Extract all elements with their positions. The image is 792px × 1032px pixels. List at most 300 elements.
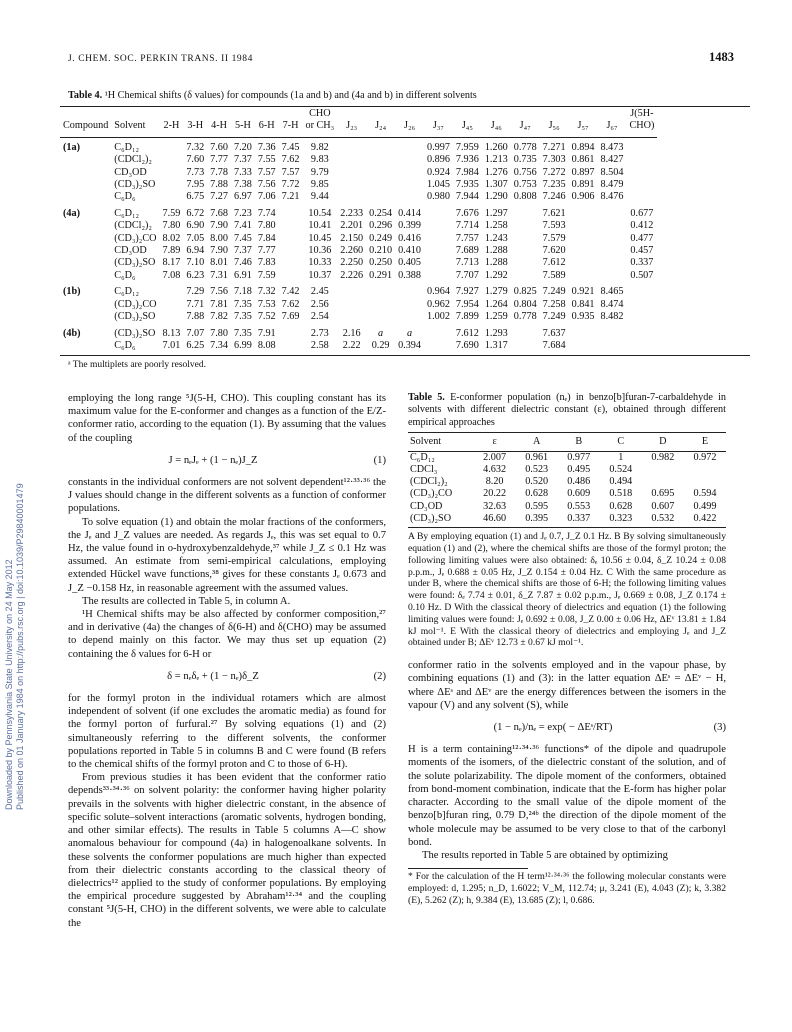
table-cell: (CD₃)₂SO	[114, 311, 156, 323]
table-cell: 7.73	[186, 166, 205, 178]
table-cell: 1.243	[484, 232, 508, 244]
table-cell: 7.95	[186, 179, 205, 191]
table-cell: 7.62	[281, 298, 300, 310]
paragraph: From previous studies it has been evident that the conformer ratio depends³³·³⁴·³⁶ on solvent polarity: the conformer having higher polarity prevails in the solvents with higher dielectric constant, in the absence of specific solute–solvent interactions (aromatic solvents, hydrogen bonding, and other similar effects). The results in Table 5 columns A—C show anomalous behaviour for compound (4a) in halogenoalkane solvents. In these solvents the conformer populations are much higher than expected from their dielectric constants according to the classical theory of dielectrics¹² applied to the study of conformer populations. By employing the empirical procedure suggested by Abraham¹²·³⁴ and the coupling constant ⁵J(5-H, CHO) in the different solvents, we were able to calculate the	[68, 772, 386, 929]
table-cell	[598, 257, 627, 269]
table-cell: 7.77	[257, 245, 276, 257]
table-cell: 7.59	[257, 269, 276, 281]
table-cell: 2.73	[310, 327, 329, 339]
table-cell: 10.45	[308, 232, 332, 244]
table-cell: 10.36	[308, 245, 332, 257]
table-cell: 46.60	[483, 513, 507, 524]
table-cell: Compound	[63, 120, 109, 132]
table-cell: (CD₃)₂CO	[114, 298, 157, 310]
table-cell	[626, 167, 657, 179]
table-cell: (CD₃)₂SO	[114, 257, 156, 269]
table-cell: 1.293	[484, 327, 508, 339]
table-cell	[424, 208, 453, 220]
table-cell	[337, 191, 366, 203]
table-cell: 8.02	[162, 232, 181, 244]
table-cell: 0.897	[571, 166, 595, 178]
table-cell: 0.520	[525, 476, 549, 488]
table-cell: 7.10	[186, 257, 205, 269]
table-cell	[160, 299, 184, 311]
table-cell	[626, 299, 657, 311]
table-cell	[60, 340, 111, 352]
table-cell: 4.632	[483, 463, 507, 475]
table-cell	[569, 328, 598, 340]
table-cell	[60, 233, 111, 245]
paragraph: for the formyl proton in the individual rotamers which are almost independent of solvent (if one excludes the aromatic media) as found for the formyl porton of furfural.²⁷ By solving equations (1) and (2) simultaneously referring to the different solvents, the conformer populations reported in Table 5 in columns B and C were found (B refers to the chemical shifts of the formyl proton and C to those of 6-H).	[68, 693, 386, 771]
table-cell: 2.22	[342, 339, 361, 351]
table-cell: 0.394	[398, 339, 421, 351]
table-cell: J₅₆	[548, 120, 560, 132]
paragraph: conformer ratio in the solvents employed and in the vapour phase, by combining equations (1) and (3): in the latter equation ΔEˢ = ΔEᵛ − H, where ΔEˢ and ΔEᵛ are the energy differences between the isomers in the vapour (V) and any solvent (S), while	[408, 660, 726, 711]
table-cell: 1.307	[484, 179, 508, 191]
table-cell	[337, 167, 366, 179]
table-cell: 9.79	[310, 166, 329, 178]
table-cell: 0.337	[567, 513, 591, 524]
table-cell: CD₃OD	[114, 245, 147, 257]
table-cell: 7-H	[282, 120, 299, 132]
table-cell: 7.53	[257, 298, 276, 310]
table-cell: J₄₇	[519, 120, 531, 132]
table-cell	[60, 108, 111, 120]
table-cell: 10.54	[308, 207, 332, 219]
table-cell: 7.91	[257, 327, 276, 339]
table-cell	[337, 286, 366, 298]
table-cell	[60, 257, 111, 269]
table-cell: 7.69	[281, 311, 300, 323]
table-row	[60, 286, 657, 298]
table-row	[408, 488, 726, 500]
table-cell: 0.921	[571, 286, 595, 298]
table-cell: 8.13	[162, 327, 181, 339]
table-cell: 7.927	[455, 286, 479, 298]
table-cell	[279, 270, 303, 282]
table-cell: 6.23	[186, 269, 205, 281]
table-cell: 0.961	[525, 451, 549, 463]
table-row	[60, 340, 657, 352]
running-header: J. CHEM. SOC. PERKIN TRANS. II 1984	[68, 54, 253, 64]
table-cell	[366, 108, 395, 120]
table-cell: (4b)	[63, 327, 81, 339]
table-row	[60, 142, 657, 154]
table-cell	[279, 340, 303, 352]
table-cell: 7.34	[210, 339, 228, 351]
table-cell: 7.32	[186, 141, 205, 153]
table-cell	[569, 108, 598, 120]
table-cell	[366, 179, 395, 191]
table-cell	[424, 220, 453, 232]
table-cell	[626, 179, 657, 191]
table-cell: C₆D₁₂	[114, 286, 140, 298]
table-cell: 0.414	[398, 207, 421, 219]
table-cell	[366, 142, 395, 154]
table-cell: 6.75	[186, 191, 205, 203]
table-cell: 8.17	[162, 257, 181, 269]
table-cell: J₅₇	[577, 120, 589, 132]
table-cell	[511, 208, 540, 220]
table-cell	[337, 299, 366, 311]
table-row	[60, 245, 657, 257]
table-cell	[395, 142, 424, 154]
table-cell	[160, 191, 184, 203]
table-cell: 7.35	[233, 311, 252, 323]
table-cell: 8.20	[485, 476, 504, 488]
table-cell: 0.808	[513, 191, 537, 203]
table-cell: 7.676	[455, 207, 479, 219]
table-cell: 2.201	[340, 220, 364, 232]
paragraph: constants in the individual conformers are not solvent dependent¹²·³³·³⁶ the J values should change in the different solvents as a function of conformer populations.	[68, 477, 386, 515]
table-cell	[279, 220, 303, 232]
table-cell: 7.83	[257, 257, 276, 269]
table-cell: 0.607	[651, 500, 675, 512]
table-cell: 7.56	[257, 179, 276, 191]
table-cell: J₄₅	[461, 120, 473, 132]
table-cell	[395, 179, 424, 191]
table-cell: 2.250	[340, 257, 364, 269]
table-cell: 2.45	[310, 286, 329, 298]
table-cell	[598, 208, 627, 220]
paragraph: The results are collected in Table 5, in column A.	[82, 595, 291, 607]
table-cell	[160, 154, 184, 166]
table-cell: 0.416	[398, 232, 421, 244]
table-cell: 7.88	[210, 179, 228, 191]
table-cell: 8.473	[600, 141, 624, 153]
table-cell: 7.20	[233, 141, 252, 153]
table-cell: 10.33	[308, 257, 332, 269]
table-cell: 7.68	[210, 207, 228, 219]
table-cell: 7.258	[542, 298, 566, 310]
table-cell: J₆₇	[606, 120, 618, 132]
table-cell	[395, 154, 424, 166]
table-cell	[598, 340, 627, 352]
table-cell: 0.972	[693, 451, 717, 463]
table-cell: 7.08	[162, 269, 181, 281]
table-cell	[160, 108, 184, 120]
table4-bottom-rule	[60, 355, 750, 356]
table-cell: 10.37	[308, 269, 332, 281]
table-row	[60, 179, 657, 191]
table-cell	[231, 108, 255, 120]
table-cell: CHO	[309, 108, 331, 119]
table-cell: 7.74	[257, 207, 276, 219]
table-cell: 6.91	[233, 269, 252, 281]
table-cell	[160, 142, 184, 154]
table-cell	[598, 220, 627, 232]
table-cell	[366, 311, 395, 323]
table-cell: (1b)	[63, 286, 81, 298]
table-cell	[569, 245, 598, 257]
table-cell: 7.82	[210, 311, 228, 323]
table-cell	[60, 245, 111, 257]
table-cell: 2.58	[310, 339, 329, 351]
table-row	[60, 311, 657, 323]
table-cell: (CD₃)₂SO	[410, 513, 452, 524]
table-cell: 7.36	[257, 141, 276, 153]
table-cell: 7.62	[281, 154, 300, 166]
table-cell: 7.84	[257, 232, 276, 244]
table-cell	[337, 311, 366, 323]
table-cell	[511, 270, 540, 282]
table-cell	[569, 257, 598, 269]
table-cell: 7.303	[542, 154, 566, 166]
table-cell: 9.82	[310, 141, 329, 153]
table-cell: 7.57	[257, 166, 276, 178]
table-cell: 7.52	[257, 311, 276, 323]
table-row	[408, 451, 726, 464]
table-cell: 0.628	[525, 488, 549, 500]
table-cell: 9.85	[310, 179, 329, 191]
table-cell: 7.55	[257, 154, 276, 166]
table-cell: 0.594	[693, 488, 717, 500]
table-cell	[569, 340, 598, 352]
table-cell	[337, 142, 366, 154]
table-cell	[337, 108, 366, 120]
table-cell	[60, 270, 111, 282]
table-cell: 7.959	[455, 141, 479, 153]
table-cell: J₂₆	[403, 120, 416, 132]
table-cell: 2.233	[340, 207, 364, 219]
table-cell: C₆D₁₂	[114, 207, 140, 219]
table-cell: 0.977	[567, 451, 591, 463]
table-cell: 0.395	[525, 513, 549, 524]
table4-top-rule	[60, 106, 750, 107]
table-cell: 0.532	[651, 513, 675, 524]
table-cell: 8.01	[210, 257, 228, 269]
table-cell	[395, 299, 424, 311]
table-cell: 0.422	[693, 513, 717, 524]
table4	[60, 108, 657, 352]
column-header: E	[684, 436, 726, 451]
table-cell: 7.07	[186, 327, 205, 339]
table4-header-row	[60, 120, 657, 132]
table-cell: 0.291	[369, 269, 393, 281]
table-cell: 7.621	[542, 207, 566, 219]
column-header: ε	[474, 436, 516, 451]
table-cell	[424, 245, 453, 257]
table-cell: 7.235	[542, 179, 566, 191]
table-cell: 7.27	[210, 191, 228, 203]
table-cell: 7.71	[186, 298, 205, 310]
table-cell	[424, 328, 453, 340]
table-cell: 7.33	[233, 166, 252, 178]
table-cell	[424, 270, 453, 282]
right-column	[408, 392, 726, 907]
table-cell: 0.410	[398, 245, 421, 257]
table-cell: 7.954	[455, 298, 479, 310]
table-cell: 7.45	[281, 141, 300, 153]
table-cell: (CD₃)₂SO	[114, 327, 156, 339]
table5-bottom-rule	[408, 527, 726, 528]
table-cell: 0.753	[513, 179, 537, 191]
table-cell: 7.936	[455, 154, 479, 166]
table-cell	[111, 108, 159, 120]
table5-notes: A By employing equation (1) and Jₑ 0.7, J_Z 0.1 Hz. B By solving simultaneously equation (1) and (2), where the chemical shifts are those of the formyl proton; the following limiting values were also obtained: δₑ 10.56 ± 0.04, δ_Z 10.24 ± 0.08 p.p.m., Jₑ 0.688 ± 0.05 Hz, J_Z 0.154 ± 0.04 Hz. C With the same procedure as under B, where the chemical shifts are those of 6-H; the following limiting values were found: δₑ 7.74 ± 0.01, δ_Z 7.87 ± 0.02 p.p.m., Jₑ 0.669 ± 0.08, J_Z 0.174 ± 0.10 Hz. D With the classical theory of dielectrics and equation (1) the following limiting values were found: Jₑ 0.692 ± 0.08, J_Z 0.00 ± 0.06 Hz, ΔEᵛ 13.81 ± 1.84 kJ mol⁻¹. E With the classical theory of dielectrics and employing Jₑ and J_Z obtained under B; ΔEᵛ 12.73 ± 0.67 kJ mol⁻¹.	[408, 531, 726, 649]
table-cell: C₆D₆	[114, 339, 136, 351]
table-cell	[684, 476, 726, 488]
table-cell	[569, 233, 598, 245]
table-cell: 7.38	[233, 179, 252, 191]
table-cell: 0.964	[426, 286, 450, 298]
table-cell: a	[406, 327, 413, 339]
table-cell: 7.899	[455, 311, 479, 323]
table-cell: 7.249	[542, 286, 566, 298]
published-notice[interactable]: Published on 01 January 1984 on http://pubs.rsc.org | doi:10.1039/P29840001479	[15, 483, 25, 810]
table-cell: 7.593	[542, 220, 566, 232]
table-cell	[279, 328, 303, 340]
table-cell: 7.690	[455, 339, 479, 351]
table-cell: 7.984	[455, 166, 479, 178]
table-cell: (CDCl₂)₂	[410, 476, 448, 488]
equation-3: (1 − nₑ)/nₑ = exp( − ΔEˢ/RT) (3)	[493, 722, 726, 734]
paragraph: H is a term containing¹²·³⁴·³⁶ functions* of the dipole and quadrupole moments of the isomers, of the dielectric constant of the solution, and of the solute polarizability. The dipole moment of the conformers, obtained from bond-moment combination, indicate that the E-form has higher polar character. According to the small value of the dipole moment of the benzo[b]furan ring, 0.79 D,²⁴ᵇ the direction of the dipole moment of the whole molecule may be assumed to be very close to that of the carbonyl bond.	[408, 744, 726, 848]
table-cell: 32.63	[483, 500, 507, 512]
table-cell: Solvent	[114, 120, 146, 132]
paragraph: ¹H Chemical shifts may be also affected by conformer composition,²⁷ and in derivative (4a) the changes of δ(6-H) and δ(CHO) may be assumed to depend mainly on this factor. We may thus set up equation (2) containing the δ values for 6-H or	[68, 609, 386, 660]
table-cell: 0.249	[369, 232, 393, 244]
table-cell: (4a)	[63, 207, 80, 219]
table-cell: 8.427	[600, 154, 624, 166]
table-row	[408, 476, 726, 488]
table-cell	[395, 311, 424, 323]
table-cell: 7.21	[281, 191, 300, 203]
table-cell	[366, 191, 395, 203]
table-cell: 7.713	[455, 257, 479, 269]
table-cell: 7.05	[186, 232, 205, 244]
table-cell: 7.77	[210, 154, 228, 166]
table-cell: 1.279	[484, 286, 508, 298]
table-cell	[540, 108, 569, 120]
table-cell: 0.477	[630, 232, 654, 244]
table-cell: 0.891	[571, 179, 595, 191]
table-cell	[511, 257, 540, 269]
table-cell: 0.735	[513, 154, 537, 166]
table-cell: or CH₃	[305, 120, 335, 132]
table-cell: 8.504	[600, 166, 624, 178]
table-cell: 2.150	[340, 232, 364, 244]
table-cell	[626, 154, 657, 166]
column-header: B	[558, 436, 600, 451]
table-cell: 2-H	[163, 120, 180, 132]
table-cell	[642, 476, 684, 488]
downloaded-notice[interactable]: Downloaded by Pennsylvania State University on 24 May 2012	[4, 559, 14, 810]
table-cell: C₆D₆	[114, 191, 136, 203]
table-cell: 0.296	[369, 220, 393, 232]
table-cell: 7.32	[257, 286, 276, 298]
table-cell	[366, 154, 395, 166]
table-cell	[598, 328, 627, 340]
table-cell	[569, 270, 598, 282]
footnote: * For the calculation of the H term¹²·³⁴·³⁶ the following molecular constants were employed: d, 1.295; n_D, 1.6022; V_M, 112.74; μ, 3.241 (E), 4.043 (Z); k, 3.382 (E), 5.262 (Z); h, 9.384 (E), 13.685 (Z); l, 0.686.	[408, 871, 726, 906]
table-cell	[279, 108, 303, 120]
table-cell: 7.637	[542, 327, 566, 339]
table-cell: 7.80	[162, 220, 181, 232]
table-cell	[424, 233, 453, 245]
table-cell: 8.474	[600, 298, 624, 310]
table-cell: 7.42	[281, 286, 300, 298]
table-cell: 0.210	[369, 245, 393, 257]
table-cell: 3-H	[187, 120, 204, 132]
table-cell: (CDCl₂)₂	[114, 220, 152, 232]
table-cell: 7.944	[455, 191, 479, 203]
table-cell: 7.35	[233, 298, 252, 310]
footnote-rule	[408, 868, 528, 869]
table-cell: J(5H-	[630, 108, 654, 119]
table-cell	[626, 340, 657, 352]
table-cell	[569, 220, 598, 232]
table-cell: 7.72	[281, 179, 300, 191]
table-cell: 1.002	[426, 311, 450, 323]
table-cell	[366, 299, 395, 311]
table-cell: a	[378, 327, 384, 339]
table-cell: CHO)	[629, 120, 655, 132]
table-cell	[207, 108, 231, 120]
table-cell: 0.997	[426, 141, 450, 153]
table-cell	[160, 167, 184, 179]
paragraph: employing the long range ⁵J(5-H, CHO). This coupling constant has its maximum value for the E-conformer and changes as a function of the E/Z-conformer ratio, according to the equation (1). By assuming that the values of the coupling	[68, 393, 387, 444]
table-cell: 7.88	[186, 311, 205, 323]
table-cell: 0.980	[426, 191, 450, 203]
table-cell: 7.579	[542, 232, 566, 244]
table-cell: 2.56	[310, 298, 329, 310]
table-cell: 1.288	[484, 245, 508, 257]
table-cell: 7.589	[542, 269, 566, 281]
table-cell: 0.861	[571, 154, 595, 166]
table-cell	[337, 154, 366, 166]
table-cell: 7.57	[281, 166, 300, 178]
table-cell: 0.486	[567, 476, 591, 488]
table-cell: 0.494	[609, 476, 633, 488]
left-column	[68, 392, 386, 930]
table-cell: 8.479	[600, 179, 624, 191]
table-cell: 0.894	[571, 141, 595, 153]
table-cell: 0.982	[651, 451, 675, 463]
table-cell: 7.31	[210, 269, 228, 281]
table4-header-row	[60, 108, 657, 120]
equation-2: δ = nₑδₑ + (1 − nₑ)δ_Z (2)	[167, 670, 386, 682]
table-cell: 1.276	[484, 166, 508, 178]
table-cell: 7.612	[455, 327, 479, 339]
table-cell: (CDCl₂)₂	[114, 154, 152, 166]
table-cell: 2.226	[340, 269, 364, 281]
table-cell	[511, 328, 540, 340]
table-cell: CD₃OD	[114, 166, 147, 178]
table-cell: (1a)	[63, 141, 80, 153]
table-row	[60, 328, 657, 340]
table-cell: 7.249	[542, 311, 566, 323]
table-cell	[511, 108, 540, 120]
table5-caption: Table 5. E-conformer population (nₑ) in benzo[b]furan-7-carbaldehyde in solvents with different dielectric constant (ε), obtained through different empirical approaches	[408, 392, 726, 428]
table-cell: 7.56	[210, 286, 228, 298]
table-row	[60, 167, 657, 179]
table-cell	[511, 245, 540, 257]
table-cell: 6.97	[233, 191, 252, 203]
table-row	[60, 154, 657, 166]
table-cell: 7.80	[210, 327, 228, 339]
column-header: A	[516, 436, 558, 451]
table-cell	[626, 286, 657, 298]
table-row	[60, 191, 657, 203]
table-row	[60, 208, 657, 220]
table-cell: 1.288	[484, 257, 508, 269]
table-cell: 7.80	[257, 220, 276, 232]
table-cell: 0.250	[369, 257, 393, 269]
table-cell: 7.246	[542, 191, 566, 203]
table-cell: 2.16	[342, 327, 361, 339]
table-cell: 6.90	[186, 220, 205, 232]
